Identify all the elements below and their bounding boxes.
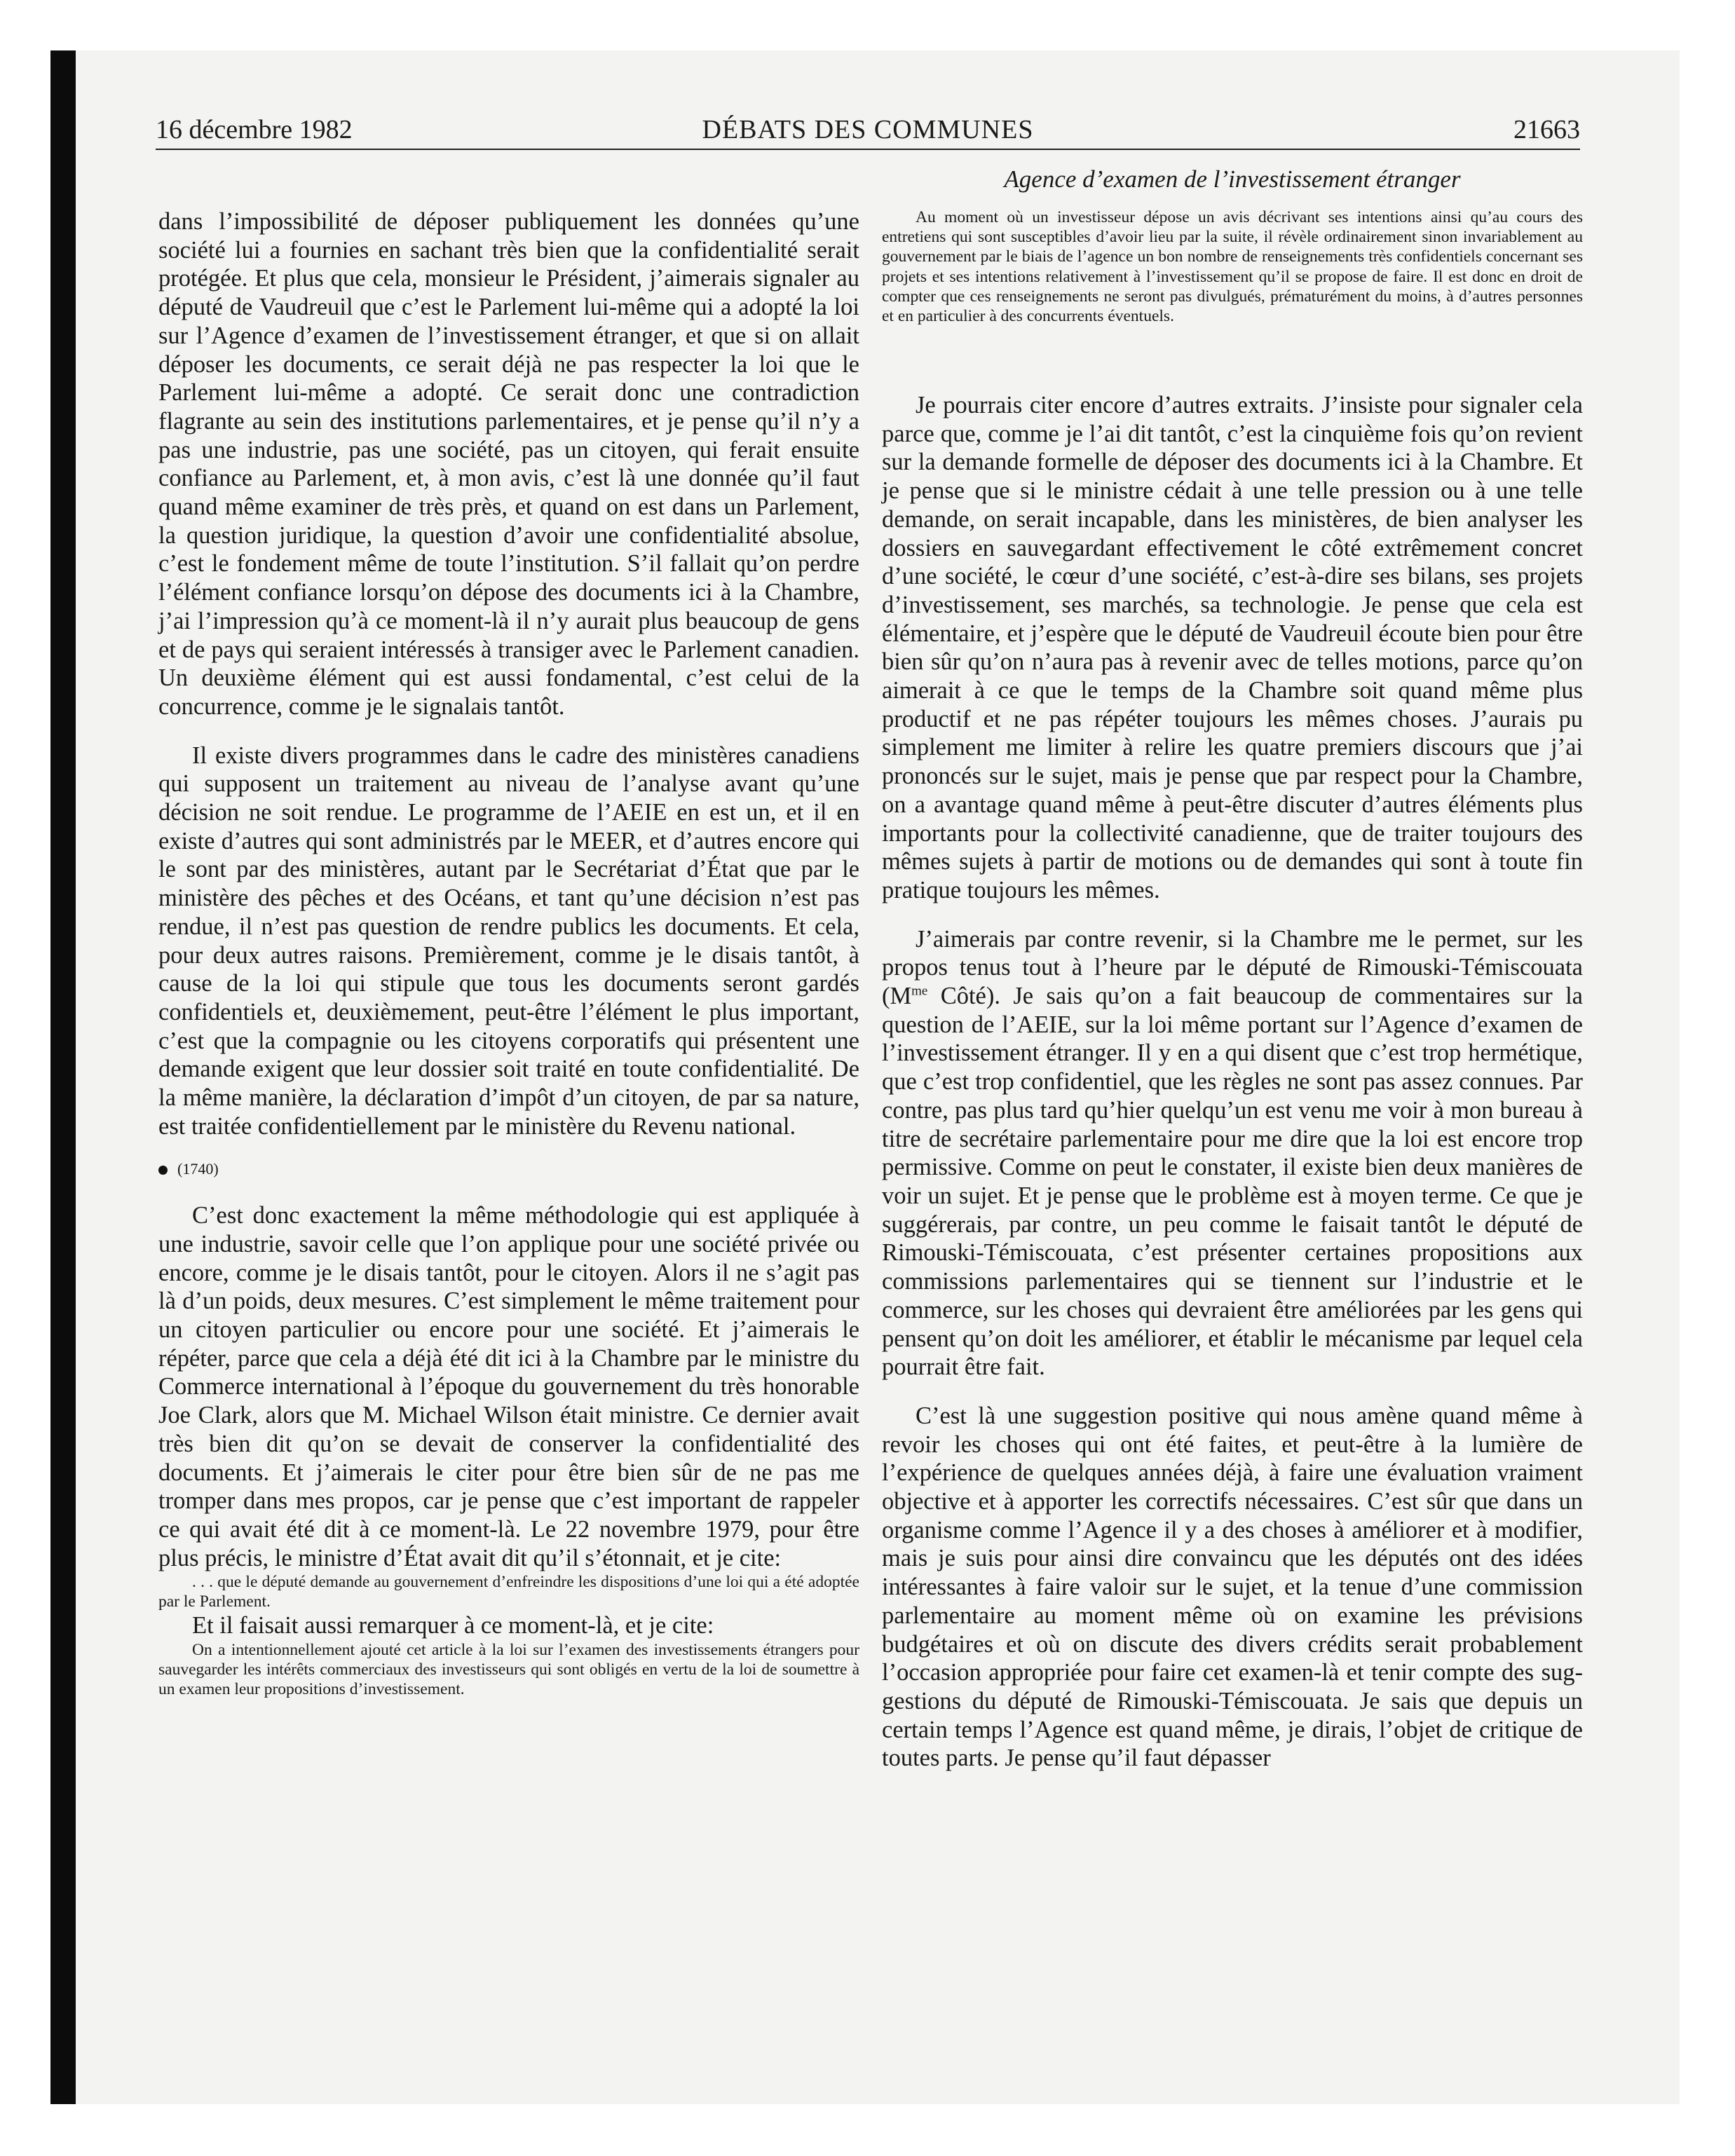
time-marker <box>158 1155 859 1184</box>
header-date: 16 décembre 1982 <box>156 115 353 144</box>
right-quote-top <box>882 207 1583 326</box>
right-paragraph-3: C’est là une suggestion positive qui nous amène quand même à revoir les choses qui ont été faites, et peut-être à la lumière de l’expérience de quelques années déjà, à faire une évaluation vraiment objective et à apporter les correctifs nécessaires. C’est sûr que dans un organisme comme l’Agence il y a des choses à améliorer et à modifier, mais je suis pour ainsi dire convaincu que les députés ont des idées intéressantes à faire valoir sur le sujet, et la tenue d’une commission parlementaire au moment même où on examine les prévisions budgétaires et où on discute des divers crédits serait probablement l’occasion appropriée pour faire cet examen-là et tenir compte des suggestions du député de Rimouski-Témiscouata. Je sais que depuis un certain temps l’Agence est quand même, je dirais, l’objet de critique de toutes parts. Je pense qu’il faut dépasser <box>882 1402 1583 1772</box>
left-paragraph-1: dans l’impossibilité de déposer publiquement les données qu’une société lui a fournies en sachant très bien que la confidentialité serait protégée. Et plus que cela, monsieur le Président, j’aimerais signaler au député de Vaudreuil que c’est le Parlement lui-même qui a adopté la loi sur l’Agence d’examen de l’investissement étranger, et que si on allait déposer les documents, ce serait déjà ne pas respecter la loi que le Parlement lui-même a adopté. Ce serait donc une contradiction flagrante au sein des institutions parlementaires, et je pense qu’il n’y a pas une industrie, pas une société, pas un citoyen, qui ferait ensuite confiance au Parlement, et, à mon avis, c’est là une donnée qu’il faut quand même examiner de très près, et quand on est dans un Parlement, la question juridique, la question d’avoir une confidentialité absolue, c’est le fondement même de toute l’institution. S’il fallait qu’on perdre l’élément confiance lorsqu’on dépose des documents ici à la Chambre, j’ai l’impression qu’à ce moment-là il n’y aurait plus beaucoup de gens et de pays qui seraient intéressés à transiger avec le Parlement canadien. Un deuxième élément qui est aussi fondamental, c’est celui de la concurrence, comme je le signalais tantôt. <box>158 208 859 720</box>
right-paragraph-2 <box>882 925 1583 1381</box>
left-paragraph-3: C’est donc exactement la même méthodologie qui est appliquée à une industrie, savoir celle que l’on applique pour une société privée ou encore, comme je le disais tantôt, pour le citoyen. Alors il ne s’agit pas là d’un poids, deux mesures. C’est simplement le même traitement pour un citoyen particulier ou encore pour une société. Et j’aimerais le répéter, parce que cela a déjà été dit ici à la Chambre par le ministre du Commerce international à l’époque du gouvernement du très honorable Joe Clark, alors que M. Michael Wilson était ministre. Ce dernier avait très bien dit qu’on se devait de conserver la confidentialité des documents. Et j’aimerais le citer pour être bien sûr de ne pas me tromper dans mes propos, car je pense que c’est important de rappeler ce qui avait été dit à ce moment-là. Le 22 novembre 1979, pour être plus précis, le ministre d’État avait dit qu’il s’étonnait, et je cite: <box>158 1202 859 1571</box>
header-rule <box>156 149 1580 150</box>
right-paragraph-2-sup: me <box>911 983 928 999</box>
left-paragraph-4: Et il faisait aussi remarquer à ce moment-là, et je cite: <box>192 1612 714 1639</box>
right-paragraph-2-end: Côté). Je sais qu’on a fait beaucoup de commentaires sur la question de l’AEIE, sur la loi même portant sur l’Agence d’examen de l’investissement étranger. Il y en a qui disent que c’est trop hermétique, que c’est trop confidentiel, que les règles ne sont pas assez connues. Par contre, pas plus tard qu’hier quelqu’un est venu me voir à mon bureau à titre de secrétaire parlementaire pour me dire que la loi est encore trop permissive. Comme on peut le constater, il existe bien deux manières de voir un sujet. Et je pense que le problème est à moyen terme. Ce que je suggérerais, par contre, un peu comme le faisait tantôt le député de Rimouski-Témiscouata, c’est présenter certaines propositions aux commissions parlementaires qui se tiennent sur l’industrie et le commerce, sur les choses qui devraient être améliorées par les gens qui pensent qu’on doit les améliorer, et établir le mécanisme par lequel cela pourrait être fait. <box>882 983 1583 1381</box>
bullet-icon <box>158 1166 168 1175</box>
right-paragraph-1: Je pourrais citer encore d’autres extraits. J’insiste pour signaler cela parce que, comme je l’ai dit tantôt, c’est la cinquième fois qu’on revient sur la demande formelle de déposer des documents ici à la Chambre. Et je pense que si le ministre cédait à une telle pression ou à une telle demande, on serait incapable, dans les ministères, de bien analyser les dossiers en sauvegardant effectivement le côté extrêmement concret d’une société, le cœur d’une société, c’est-à-dire ses bilans, ses projets d’investissement, ses marchés, sa technologie. Je pense que cela est élémentaire, et j’espère que le député de Vaudreuil écoute bien pour être bien sûr qu’on n’aura pas à revenir avec de telles motions, parce qu’on aimerait à ce que le temps de la Chambre soit quand même plus productif et ne pas répéter toujours les mêmes choses. J’aurais pu simplement me limiter à relire les quatre premiers discours que j’ai prononcés sur le sujet, mais je pense que par respect pour la Chambre, on a avantage quand même à peut-être discuter d’autres éléments plus importants pour la collectivité canadienne, que de traiter toujours des mêmes sujets à partir de motions ou de demandes qui sont à toute fin pratique toujours les mêmes. <box>882 392 1583 903</box>
left-quote-2: On a intentionnellement ajouté cet article à la loi sur l’examen des investissements étrangers pour sauvegarder les intérêts commerciaux des investisseurs qui sont obligés en vertu de la loi de soumettre à un examen leur propositions d’investissement. <box>158 1641 859 1699</box>
running-title: Agence d’examen de l’investissement étranger <box>1004 165 1461 193</box>
scan-binding-edge <box>50 50 76 2104</box>
left-column <box>158 207 859 1699</box>
header-page-number: 21663 <box>1513 115 1580 144</box>
page-header <box>156 112 1580 147</box>
right-paragraph-2-start: J’aimerais par contre revenir, si la Chambre me le permet, sur les propos tenus tout à l’heure par le député de Rimouski-Témiscouata (M <box>882 925 1583 1010</box>
header-title: DÉBATS DES COMMUNES <box>702 115 1034 144</box>
right-column <box>882 391 1583 1773</box>
time-marker-text: (1740) <box>177 1159 219 1178</box>
left-paragraph-2: Il existe divers programmes dans le cadre des ministères canadiens qui supposent un traitement au niveau de l’analyse avant qu’une décision ne soit rendue. Le programme de l’AEIE en est un, et il en existe d’autres qui sont administrés par le MEER, et d’autres encore qui le sont par des ministères, autant par le Secrétariat d’État que par le ministère des pêches et des Océans, et tant qu’une décision n’est pas rendue, il n’est pas question de rendre publics les documents. Et cela, pour deux autres raisons. Premièrement, comme je le disais tantôt, à cause de la loi qui stipule que tous les documents seront gardés confidentiels et, deuxièmement, peut-être l’élément le plus important, c’est que la compagnie ou les citoyens corporatifs qui présentent une demande exigent que leur dossier soit traité en toute confidentialité. De la même manière, la déclaration d’impôt d’un citoyen, de par sa nature, est traitée confidentiellement par le ministère du Revenu national. <box>158 742 859 1140</box>
left-quote-1: . . . que le député demande au gouvernement d’enfreindre les dispositions d’une loi qui a été adoptée par le Parlement. <box>158 1573 859 1611</box>
right-quote-top-text: Au moment où un investisseur dépose un avis décrivant ses intentions ainsi qu’au cours des entretiens qui sont susceptibles d’avoir lieu par la suite, il révèle ordinairement sinon invariablement au gouvernement par le biais de l’agence un bon nombre de renseignements très confidentiels concernant ses projets et ses intentions relativement à l’investissement qu’il se propose de faire. Il est donc en droit de compter que ces renseignements ne seront pas divulgués, prématurément du moins, à d’autres personnes et en particulier à des concurrents éventuels. <box>882 208 1583 326</box>
